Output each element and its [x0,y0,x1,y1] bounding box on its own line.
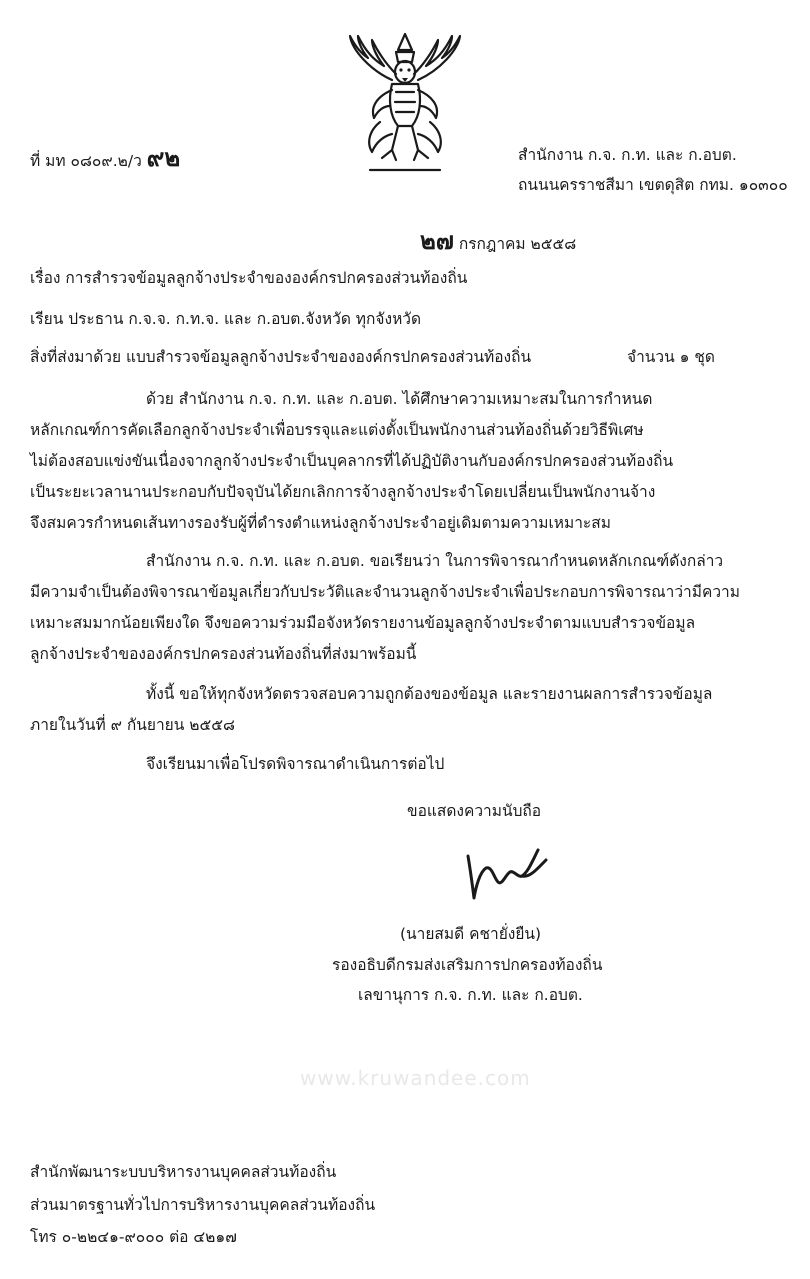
paragraph-line: จึงสมควรกำหนดเส้นทางรองรับผู้ที่ดำรงตำแหน่งลูกจ้างประจำอยู่เดิมตามความเหมาะสม [30,514,611,532]
paragraph-line: หลักเกณฑ์การคัดเลือกลูกจ้างประจำเพื่อบรรจุและแต่งตั้งเป็นพนักงานส่วนท้องถิ่นด้วยวิธีพิเศษ [30,421,644,439]
paragraph-line: ภายในวันที่ ๙ กันยายน ๒๕๕๘ [30,716,235,734]
watermark: www.kruwandee.com [300,1066,531,1090]
footer-department-1: สำนักพัฒนาระบบบริหารงานบุคคลส่วนท้องถิ่น [30,1163,337,1181]
reference-handwritten-number: ๙๒ [146,143,181,172]
salutation: ขอแสดงความนับถือ [407,802,542,820]
footer-department-2: ส่วนมาตรฐานทั่วไปการบริหารงานบุคคลส่วนท้องถิ่น [30,1196,376,1214]
paragraph-line: เหมาะสมมากน้อยเพียงใด จึงขอความร่วมมือจังหวัดรายงานข้อมูลลูกจ้างประจำตามแบบสำรวจข้อมูล [30,614,696,632]
closing-request: จึงเรียนมาเพื่อโปรดพิจารณาดำเนินการต่อไป [146,755,445,773]
paragraph-line: ทั้งนี้ ขอให้ทุกจังหวัดตรวจสอบความถูกต้องของข้อมูล และรายงานผลการสำรวจข้อมูล [146,685,713,703]
signature [458,838,558,908]
reference-number [30,143,181,172]
enclosure-line: สิ่งที่ส่งมาด้วย แบบสำรวจข้อมูลลูกจ้างประจำขององค์กรปกครองส่วนท้องถิ่น [30,348,532,366]
date-month-year: กรกฎาคม ๒๕๕๘ [458,235,577,253]
paragraph-line: ด้วย สำนักงาน ก.จ. ก.ท. และ ก.อบต. ได้ศึกษาความเหมาะสมในการกำหนด [146,390,653,408]
paragraph-line: ลูกจ้างประจำขององค์กรปกครองส่วนท้องถิ่นที่ส่งมาพร้อมนี้ [30,645,417,663]
reference-prefix: ที่ มท ๐๘๐๙.๒/ว [30,152,142,170]
paragraph-line: เป็นระยะเวลานานประกอบกับปัจจุบันได้ยกเลิกการจ้างลูกจ้างประจำโดยเปลี่ยนเป็นพนักงานจ้าง [30,483,656,501]
signatory-position-1: รองอธิบดีกรมส่งเสริมการปกครองท้องถิ่น [332,956,603,974]
letter-date [420,226,577,255]
signatory-position-2: เลขานุการ ก.จ. ก.ท. และ ก.อบต. [358,986,583,1004]
enclosure-quantity: จำนวน ๑ ชุด [627,348,715,366]
subject-line: เรื่อง การสำรวจข้อมูลลูกจ้างประจำขององค์กรปกครองส่วนท้องถิ่น [30,269,468,287]
paragraph-line: ไม่ต้องสอบแข่งขันเนื่องจากลูกจ้างประจำเป็นบุคลากรที่ได้ปฏิบัติงานกับองค์กรปกครองส่วนท้องถิ่น [30,452,674,470]
recipient-line: เรียน ประธาน ก.จ.จ. ก.ท.จ. และ ก.อบต.จังหวัด ทุกจังหวัด [30,310,422,328]
paragraph-line: มีความจำเป็นต้องพิจารณาข้อมูลเกี่ยวกับประวัติและจำนวนลูกจ้างประจำเพื่อประกอบการพิจารณาว่ามีความ [30,583,740,601]
paragraph-line: สำนักงาน ก.จ. ก.ท. และ ก.อบต. ขอเรียนว่า ในการพิจารณากำหนดหลักเกณฑ์ดังกล่าว [146,552,724,570]
footer-phone: โทร ๐-๒๒๔๑-๙๐๐๐ ต่อ ๔๒๑๗ [30,1228,237,1246]
office-address: ถนนนครราชสีมา เขตดุสิต กทม. ๑๐๓๐๐ [518,176,788,194]
garuda-emblem [340,30,470,180]
date-day: ๒๗ [420,226,454,255]
office-name: สำนักงาน ก.จ. ก.ท. และ ก.อบต. [518,146,737,164]
signatory-name: (นายสมดี คชายั่งยืน) [400,925,542,943]
